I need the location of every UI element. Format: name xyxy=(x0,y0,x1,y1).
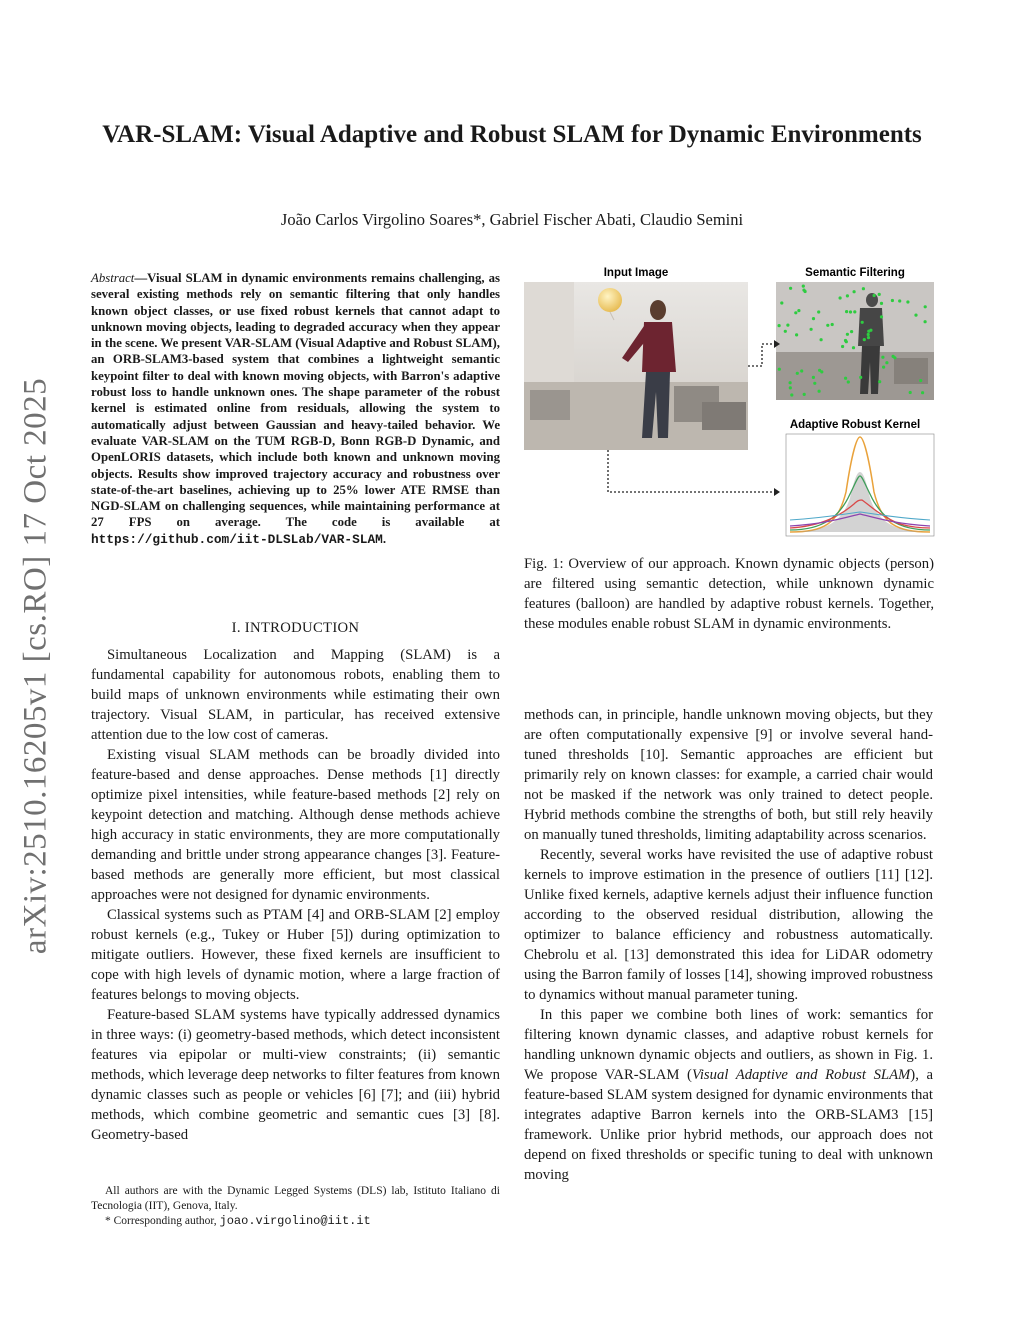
keypoint-dot xyxy=(796,372,799,375)
keypoint-dot xyxy=(784,330,787,333)
paragraph: Recently, several works have revisited the use of adaptive robust kernels to improve estimation in the presence of outliers [11] [12]. Unlike fixed kernels, adaptive kernels adjust their influence function according to the observed residual distribution, allowing the optimizer to balance efficiency and robustness automatically. Chebrolu et al. [13] demonstrated this idea for LiDAR odometry using the Barron family of losses [14], showing improved robustness to dynamics without manual parameter tuning. xyxy=(524,847,933,1003)
keypoint-dot xyxy=(880,302,883,305)
author-list: João Carlos Virgolino Soares*, Gabriel Fischer Abati, Claudio Semini xyxy=(280,210,744,229)
abstract-lead: Abstract xyxy=(91,271,135,285)
keypoint-dot xyxy=(867,333,870,336)
keypoint-dot xyxy=(919,379,922,382)
keypoint-dot xyxy=(847,380,850,383)
keypoint-dot xyxy=(846,333,849,336)
person-head xyxy=(650,300,666,320)
person-body xyxy=(642,322,676,372)
keypoint-dot xyxy=(826,324,829,327)
keypoint-dot xyxy=(861,321,864,324)
keypoint-dot xyxy=(898,299,901,302)
intro-left-column xyxy=(91,645,500,1145)
keypoint-dot xyxy=(790,393,793,396)
keypoint-dot xyxy=(812,317,815,320)
keypoint-dot xyxy=(880,315,883,318)
keypoint-dot xyxy=(812,376,815,379)
paragraph: In this paper we combine both lines of work: semantics for filtering known dynamic classes, and adaptive robust kernels for handling unknown dynamic objects and outliers, as shown in Fig. 1. We propose VAR-SLAM (Visual Adaptive and Robust SLAM), a feature-based SLAM system designed for dynamic environments that integrates adaptive Barron kernels into the ORB-SLAM3 [15] framework. Unlike prior hybrid methods, our approach does not depend on fixed thresholds or specific tuning to deal with unknown moving xyxy=(524,1007,933,1183)
keypoint-dot xyxy=(846,294,849,297)
keypoint-dot xyxy=(786,324,789,327)
figure-overview xyxy=(524,262,936,542)
keypoint-dot xyxy=(891,299,894,302)
keypoint-dot xyxy=(795,333,798,336)
intro-right-column xyxy=(524,705,933,1185)
keypoint-dot xyxy=(878,380,881,383)
figure-caption: Fig. 1: Overview of our approach. Known dynamic objects (person) are filtered using semantic detection, while unknown dynamic features (balloon) are handled by adaptive robust kernels. Together, these modules enable robust SLAM in dynamic environments. xyxy=(524,556,934,632)
keypoint-dot xyxy=(802,285,805,288)
paragraph: Existing visual SLAM methods can be broadly divided into feature-based and dense approaches. Dense methods [1] directly optimize pixel intensities, while feature-based methods [2] rely on keypoint detection and matching. Although dense methods achieve high accuracy in static environments, they are more computationally demanding and brittle under strong appearance changes [3]. Feature-based methods are generally more efficient, but most classical approaches were not designed for dynamic environments. xyxy=(91,747,500,903)
keypoint-dot xyxy=(802,289,805,292)
paragraph: Simultaneous Localization and Mapping (SLAM) is a fundamental capability for autonomous robots, enabling them to build maps of unknown environments while estimating their own trajectory. Visual SLAM, in particular, has received extensive attention due to the low cost of cameras. xyxy=(91,647,500,743)
keypoint-dot xyxy=(794,311,797,314)
keypoint-dot xyxy=(850,330,853,333)
keypoint-dot xyxy=(853,310,856,313)
keypoint-dot xyxy=(818,369,821,372)
keypoint-dot xyxy=(839,296,842,299)
keypoint-dot xyxy=(800,369,803,372)
paragraph: methods can, in principle, handle unknown moving objects, but they are often computationally expensive [9] or involve several hand-tuned thresholds [10]. Semantic approaches are efficient but primarily rely on known classes: for example, a carried chair would not be masked if the network was only trained to detect people. Hybrid methods combine the strengths of both, but still rely heavily on manually tuned thresholds, limiting adaptability across scenarios. xyxy=(524,707,933,843)
keypoint-dot xyxy=(831,323,834,326)
keypoint-dot xyxy=(849,310,852,313)
keypoint-dot xyxy=(859,376,862,379)
keypoint-dot xyxy=(778,368,781,371)
balloon-icon xyxy=(598,288,622,312)
keypoint-dot xyxy=(820,338,823,341)
section-heading: I. INTRODUCTION xyxy=(231,620,360,636)
keypoint-dot xyxy=(841,345,844,348)
keypoint-dot xyxy=(789,381,792,384)
footnote xyxy=(91,1184,500,1229)
keypoint-dot xyxy=(882,366,885,369)
paragraph: Feature-based SLAM systems have typically addressed dynamics in three ways: (i) geometry-based methods, which detect inconsistent features via epipolar or multi-view constraints; (ii) semantic methods, which leverage deep networks to filter features from known dynamic classes such as people or vehicles [6] [7]; and (iii) hybrid methods, which combine geometric and semantic cues [3] [8]. Geometry-based xyxy=(91,1007,500,1143)
footnote-affiliation: All authors are with the Dynamic Legged Systems (DLS) lab, Istituto Italiano di Tecnologia (IIT), Genova, Italy. xyxy=(91,1185,500,1212)
keypoint-dot xyxy=(914,314,917,317)
keypoint-dot xyxy=(845,310,848,313)
footnote-corresponding: * Corresponding author, xyxy=(105,1215,217,1227)
keypoint-dot xyxy=(869,329,872,332)
arxiv-stamp xyxy=(6,376,66,956)
keypoint-dot xyxy=(844,339,847,342)
keypoint-dot xyxy=(813,382,816,385)
semantic-image xyxy=(776,282,934,400)
arrow-input-to-semantic xyxy=(748,344,774,366)
paper-title: VAR-SLAM: Visual Adaptive and Robust SLAM for Dynamic Environments xyxy=(102,121,922,148)
arxiv-id: arXiv:2510.16205v1 [cs.RO] 17 Oct 2025 xyxy=(17,377,54,955)
keypoint-dot xyxy=(867,336,870,339)
keypoint-dot xyxy=(844,377,847,380)
keypoint-dot xyxy=(780,301,783,304)
keypoint-dot xyxy=(810,328,813,331)
keypoint-dot xyxy=(863,338,866,341)
keypoint-dot xyxy=(818,390,821,393)
abstract-text: Visual SLAM in dynamic environments remains challenging, as several existing methods rely on semantic filtering that only handles known object classes, or use fixed robust kernels that cannot adapt to unknown moving objects, leading to degraded accuracy when they appear in the scene. We present VAR-SLAM (Visual Adaptive and Robust SLAM), an ORB-SLAM3-based system that combines a lightweight semantic keypoint filter to deal with known moving objects, with Barron's adaptive robust loss to handle unknown ones. The shape parameter of the robust kernel is estimated online from residuals, allowing the system to automatically adjust between Gaussian and heavy-tailed behavior. We evaluate VAR-SLAM on the TUM RGB-D, Bonn RGB-D Dynamic, and OpenLORIS datasets, which include both known and unknown moving objects. Results show improved trajectory accuracy and robustness over state-of-the-art baselines, achieving up to 25% lower ATE RMSE than NGD-SLAM on challenging sequences, while maintaining performance at 27 FPS on average. The code is available at xyxy=(91,271,500,530)
fig-label-input: Input Image xyxy=(603,267,669,279)
keypoint-dot xyxy=(852,346,855,349)
keypoint-dot xyxy=(803,393,806,396)
keypoint-dot xyxy=(873,294,876,297)
fig-label-kernel: Adaptive Robust Kernel xyxy=(789,419,921,431)
keypoint-dot xyxy=(885,361,888,364)
fig-label-semantic: Semantic Filtering xyxy=(805,267,905,279)
keypoint-dot xyxy=(862,287,865,290)
keypoint-dot xyxy=(906,300,909,303)
keypoint-dot xyxy=(778,324,781,327)
keypoint-dot xyxy=(924,305,927,308)
keypoint-dot xyxy=(881,356,884,359)
kernel-plot xyxy=(786,434,934,536)
arrow-input-to-kernel xyxy=(608,450,774,492)
keypoint-dot xyxy=(909,391,912,394)
code-link[interactable]: https://github.com/iit-DLSLab/VAR-SLAM xyxy=(91,531,383,547)
keypoint-dot xyxy=(878,293,881,296)
keypoint-dot xyxy=(789,386,792,389)
keypoint-dot xyxy=(924,320,927,323)
paragraph: Classical systems such as PTAM [4] and ORB-SLAM [2] employ robust kernels (e.g., Tukey or Huber [5]) during optimization to mitigate outliers. However, these fixed kernels are insufficient to cope with high levels of dynamic motion, where a large fraction of features belongs to moving objects. xyxy=(91,907,500,1003)
abstract: Abstract—Visual SLAM in dynamic environments remains challenging, as several existing methods rely on semantic filtering that only handles known object classes, or use fixed robust kernels that cannot adapt to unknown moving objects, leading to degraded accuracy when they appear in the scene. We present VAR-SLAM (Visual Adaptive and Robust SLAM), an ORB-SLAM3-based system that combines a lightweight semantic keypoint filter to deal with known moving objects, with Barron's adaptive robust loss to handle unknown ones. The shape parameter of the robust kernel is estimated online from residuals, allowing the system to automatically adjust between Gaussian and heavy-tailed behavior. We evaluate VAR-SLAM on the TUM RGB-D, Bonn RGB-D Dynamic, and OpenLORIS datasets, which include both known and unknown moving objects. Results show improved trajectory accuracy and robustness over state-of-the-art baselines, achieving up to 25% lower ATE RMSE than NGD-SLAM on challenging sequences, while maintaining performance at 27 FPS on average. The code is available at https://github.com/iit-DLSLab/VAR-SLAM. xyxy=(91,271,500,547)
footnote-email[interactable]: joao.virgolino@iit.it xyxy=(219,1214,371,1228)
keypoint-dot xyxy=(817,310,820,313)
keypoint-dot xyxy=(789,287,792,290)
input-image xyxy=(524,282,748,450)
keypoint-dot xyxy=(797,309,800,312)
keypoint-dot xyxy=(892,355,895,358)
keypoint-dot xyxy=(921,391,924,394)
keypoint-dot xyxy=(853,290,856,293)
